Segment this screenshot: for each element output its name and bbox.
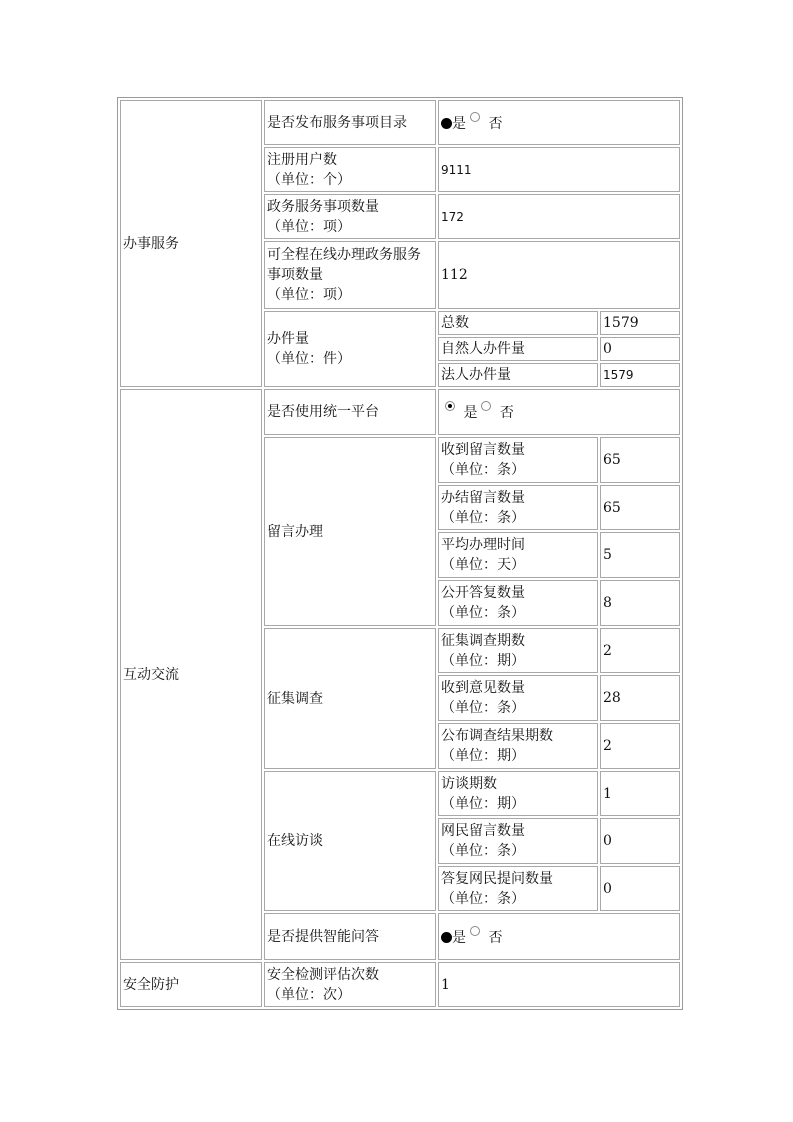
value-online-items: 112 [438, 241, 680, 309]
label-registered-users: 注册用户数 （单位：个） [264, 147, 436, 192]
label-publish-catalog: 是否发布服务事项目录 [264, 100, 436, 145]
row-value: 5 [600, 532, 680, 578]
row-value: 65 [600, 485, 680, 530]
value-service-items: 172 [438, 194, 680, 239]
label-interview: 在线访谈 [264, 771, 436, 911]
label-cases-total: 总数 [438, 311, 598, 335]
label-cases-legal: 法人办件量 [438, 363, 598, 387]
publish-catalog-options [438, 100, 680, 145]
value-cases-legal: 1579 [600, 363, 680, 387]
label-cases-natural: 自然人办件量 [438, 337, 598, 361]
value-registered-users: 9111 [438, 147, 680, 192]
unified-platform-options [438, 389, 680, 435]
row-value: 2 [600, 723, 680, 769]
row-label: 网民留言数量 （单位：条） [438, 818, 598, 864]
row-label: 公布调查结果期数 （单位：期） [438, 723, 598, 769]
label-online-items: 可全程在线办理政务服务事项数量 （单位：项） [264, 241, 436, 309]
no-label: 否 [488, 929, 503, 946]
no-label: 否 [488, 115, 503, 132]
row-label: 答复网民提问数量 （单位：条） [438, 866, 598, 911]
label-service-items: 政务服务事项数量 （单位：项） [264, 194, 436, 239]
row-label: 公开答复数量 （单位：条） [438, 580, 598, 626]
row-value: 1 [600, 771, 680, 816]
label-unified-platform: 是否使用统一平台 [264, 389, 436, 435]
row-value: 0 [600, 818, 680, 864]
label-smart-qa: 是否提供智能问答 [264, 913, 436, 960]
value-cases-natural: 0 [600, 337, 680, 361]
section-service: 办事服务 [120, 100, 262, 387]
yes-label: 是 [463, 405, 478, 421]
row-value: 65 [600, 437, 680, 483]
row-value: 28 [600, 675, 680, 721]
smart-qa-options [438, 913, 680, 960]
value-security-checks: 1 [438, 962, 680, 1007]
row-label: 收到留言数量 （单位：条） [438, 437, 598, 483]
radio-yes-selected[interactable] [441, 932, 452, 943]
yes-label: 是 [452, 115, 466, 132]
value-cases-total: 1579 [600, 311, 680, 335]
label-messages: 留言办理 [264, 437, 436, 626]
section-security: 安全防护 [120, 962, 262, 1007]
row-label: 征集调查期数 （单位：期） [438, 628, 598, 673]
radio-no[interactable] [470, 112, 480, 122]
row-value: 0 [600, 866, 680, 911]
label-security-checks: 安全检测评估次数 （单位：次） [264, 962, 436, 1007]
row-label: 办结留言数量 （单位：条） [438, 485, 598, 530]
row-label: 收到意见数量 （单位：条） [438, 675, 598, 721]
yes-label: 是 [452, 929, 466, 946]
label-survey: 征集调查 [264, 628, 436, 769]
statistics-table [117, 97, 683, 1010]
label-cases: 办件量 （单位：件） [264, 311, 436, 387]
radio-no[interactable] [470, 926, 480, 936]
radio-no[interactable] [481, 401, 491, 411]
radio-yes-selected[interactable] [441, 118, 452, 129]
row-value: 8 [600, 580, 680, 626]
row-label: 访谈期数 （单位：期） [438, 771, 598, 816]
no-label: 否 [499, 405, 514, 421]
row-value: 2 [600, 628, 680, 673]
section-interaction: 互动交流 [120, 389, 262, 960]
row-label: 平均办理时间 （单位：天） [438, 532, 598, 578]
radio-yes-selected[interactable] [445, 401, 455, 411]
